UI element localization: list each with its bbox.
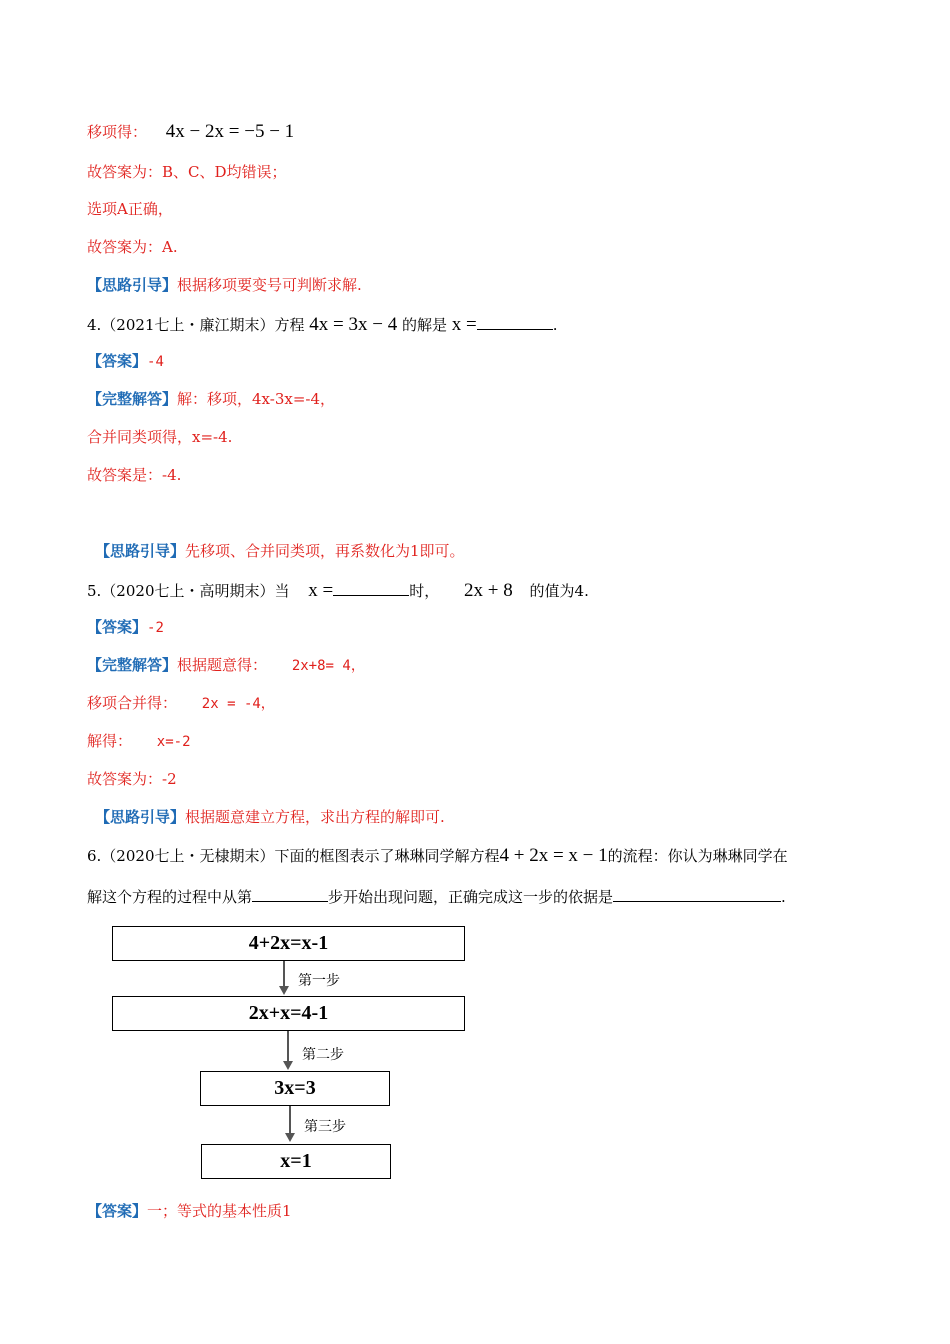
question-mid: 的解是 xyxy=(402,316,448,334)
answer-text: 一；等式的基本性质1 xyxy=(147,1202,292,1220)
hint-tag: 【思路引导】 xyxy=(95,542,186,560)
expression: 2x + 8 xyxy=(464,580,513,601)
basis-blank xyxy=(613,885,781,902)
variable: x = xyxy=(451,314,477,335)
solution-tag: 【完整解答】 xyxy=(87,656,178,674)
line-move-terms xyxy=(87,122,294,142)
label: 移项得： xyxy=(87,123,148,141)
solution-4-combine: 合并同类项得，x=-4. xyxy=(87,428,233,446)
label: 解得： xyxy=(87,732,133,750)
answer-text: -4 xyxy=(147,354,164,370)
hint-5 xyxy=(95,807,445,827)
flow-box-2: 2x+x=4-1 xyxy=(112,996,465,1031)
flow-box-3: 3x=3 xyxy=(200,1071,390,1106)
line-answer-bcd: 故答案为：B、C、D均错误； xyxy=(87,163,287,181)
answer-blank xyxy=(477,313,553,330)
flow-arrow-2 xyxy=(287,1031,289,1062)
hint-4 xyxy=(95,541,465,561)
answer-text: -2 xyxy=(147,620,164,636)
flow-arrow-3 xyxy=(289,1106,291,1134)
solution-text: 解：移项，4x-3x=-4， xyxy=(177,390,336,408)
question-mid: 时， xyxy=(409,582,440,600)
answer-4 xyxy=(87,351,164,372)
question-post: 的流程：你认为琳琳同学在 xyxy=(607,847,788,865)
answer-6 xyxy=(87,1201,292,1221)
answer-blank xyxy=(333,579,409,596)
hint-text: 根据题意建立方程，求出方程的解即可. xyxy=(185,808,445,826)
answer-tag: 【答案】 xyxy=(87,352,148,370)
period: . xyxy=(781,888,786,906)
solution-label: 根据题意得： xyxy=(177,656,268,674)
question-end: 的值为4. xyxy=(529,582,589,600)
label: 移项合并得： xyxy=(87,694,178,712)
answer-tag: 【答案】 xyxy=(87,1202,148,1220)
question-6-cont xyxy=(87,885,786,907)
flow-box-4: x=1 xyxy=(201,1144,391,1179)
hint-text: 根据移项要变号可判断求解. xyxy=(177,276,362,294)
step-blank xyxy=(252,885,328,902)
hint-3 xyxy=(87,275,362,295)
question-prefix: 4.（2021七上・廉江期末）方程 xyxy=(87,316,305,334)
solution-text: 2x+8= 4， xyxy=(291,658,365,674)
value: 2x = -4， xyxy=(201,696,275,712)
solution-5-move xyxy=(87,693,275,714)
equation: 4x − 2x = −5 − 1 xyxy=(165,121,295,142)
flow-step-3: 第三步 xyxy=(304,1119,346,1135)
solution-5-solve xyxy=(87,731,191,752)
flow-box-1: 4+2x=x-1 xyxy=(112,926,465,961)
arrow-head-icon xyxy=(285,1133,295,1142)
flow-step-1: 第一步 xyxy=(298,973,340,989)
solution-5-result: 故答案为：-2 xyxy=(87,770,177,788)
question-5 xyxy=(87,579,589,601)
question-prefix: 解这个方程的过程中从第 xyxy=(87,888,253,906)
line-option-a: 选项A正确， xyxy=(87,200,173,218)
solution-4-result: 故答案是：-4. xyxy=(87,466,182,484)
question-prefix: 5.（2020七上・高明期末）当 xyxy=(87,582,290,600)
variable: x = xyxy=(308,580,334,601)
solution-5 xyxy=(87,655,365,676)
solution-tag: 【完整解答】 xyxy=(87,390,178,408)
hint-text: 先移项、合并同类项，再系数化为1即可。 xyxy=(185,542,465,560)
answer-tag: 【答案】 xyxy=(87,618,148,636)
question-6 xyxy=(87,846,788,866)
arrow-head-icon xyxy=(283,1061,293,1070)
solution-4 xyxy=(87,389,335,409)
period: . xyxy=(552,316,558,334)
value: x=-2 xyxy=(156,734,191,750)
line-answer-a: 故答案为：A. xyxy=(87,238,178,256)
hint-tag: 【思路引导】 xyxy=(87,276,178,294)
arrow-head-icon xyxy=(279,986,289,995)
equation: 4 + 2x = x − 1 xyxy=(499,845,608,866)
hint-tag: 【思路引导】 xyxy=(95,808,186,826)
question-4 xyxy=(87,313,558,335)
equation: 4x = 3x − 4 xyxy=(309,314,398,335)
answer-5 xyxy=(87,617,164,638)
flow-step-2: 第二步 xyxy=(302,1047,344,1063)
flow-arrow-1 xyxy=(283,961,285,987)
question-mid: 步开始出现问题，正确完成这一步的依据是 xyxy=(328,888,614,906)
question-prefix: 6.（2020七上・无棣期末）下面的框图表示了琳琳同学解方程 xyxy=(87,847,500,865)
